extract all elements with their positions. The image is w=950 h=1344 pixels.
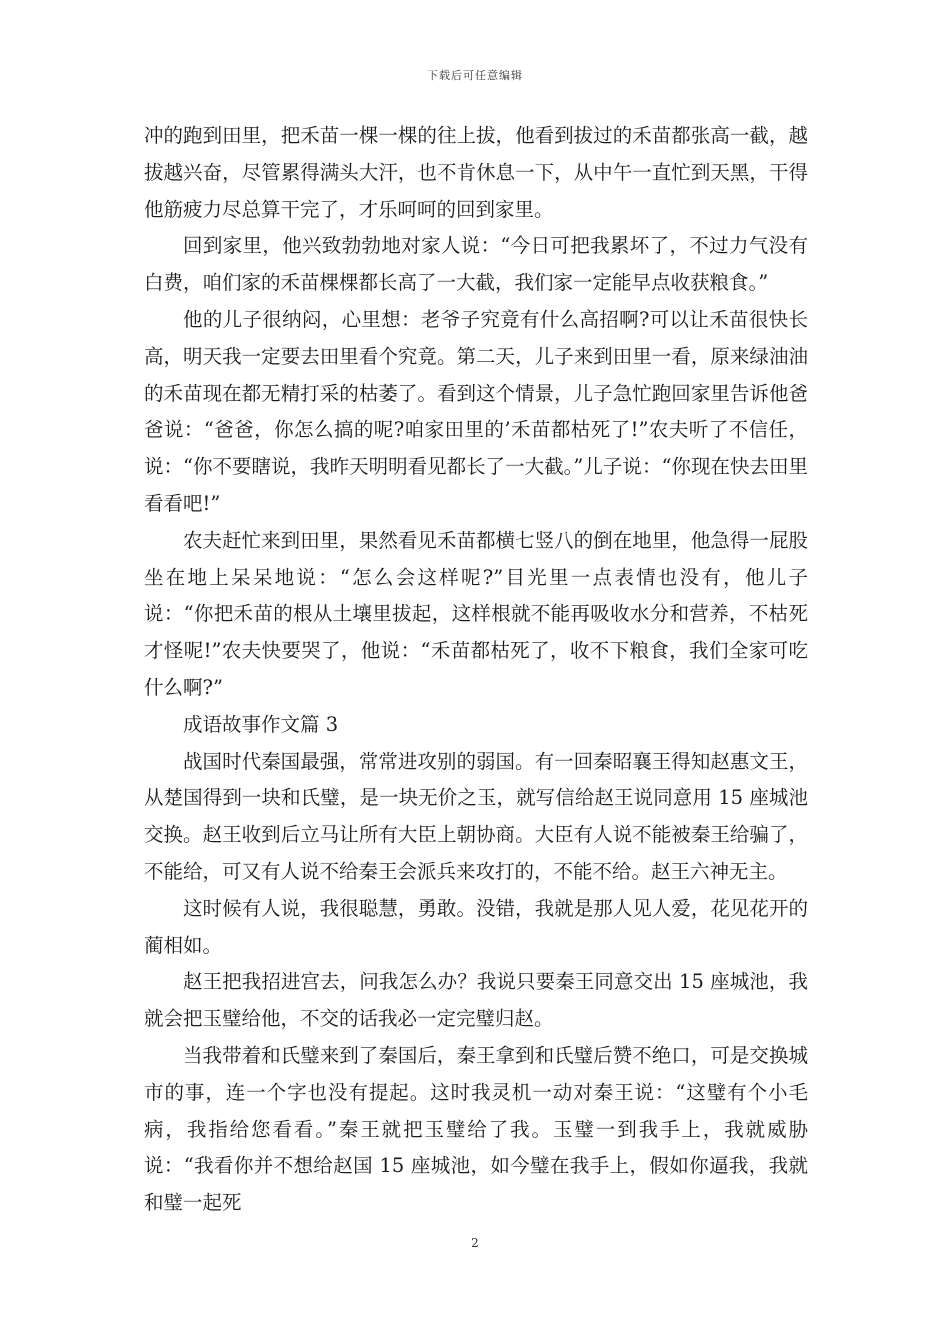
paragraph-8: 赵王把我招进宫去，问我怎么办？我说只要秦王同意交出 15 座城池，我就会把玉璧给他，不交的话我必一定完璧归赵。: [144, 970, 808, 1031]
paragraph-7: 这时候有人说，我很聪慧，勇敢。没错，我就是那人见人爱，花见花开的蔺相如。: [144, 896, 808, 957]
section-heading: 成语故事作文篇 3: [183, 712, 339, 736]
paragraph-1: 冲的跑到田里，把禾苗一棵一棵的往上拔，他看到拔过的禾苗都张高一截，越拔越兴奋，尽管累得满头大汗，也不肯休息一下，从中午一直忙到天黑，干得他筋疲力尽总算干完了，才乐呵呵的回到家里。: [144, 124, 808, 221]
page-number: 2: [471, 1236, 479, 1250]
paragraph-2: 回到家里，他兴致勃勃地对家人说：“今日可把我累坏了，不过力气没有白费，咱们家的禾苗棵棵都长高了一大截，我们家一定能早点收获粮食。”: [144, 234, 808, 295]
paragraph-3: 他的儿子很纳闷，心里想：老爷子究竟有什么高招啊?可以让禾苗很快长高，明天我一定要去田里看个究竟。第二天，儿子来到田里一看，原来绿油油的禾苗现在都无精打采的枯萎了。看到这个情景，儿子急忙跑回家里告诉他爸爸说：“爸爸，你怎么搞的呢?咱家田里的’禾苗都枯死了!”农夫听了不信任，说：“你不要瞎说，我昨天明明看见都长了一大截。”儿子说：“你现在快去田里看看吧!”: [144, 307, 808, 515]
paragraph-4: 农夫赶忙来到田里，果然看见禾苗都横七竖八的倒在地里，他急得一屁股坐在地上呆呆地说：“怎么会这样呢?”目光里一点表情也没有，他儿子说：“你把禾苗的根从土壤里拔起，这样根就不能再吸收水分和营养，不枯死才怪呢!”农夫快要哭了，他说：“禾苗都枯死了，收不下粮食，我们全家可吃什么啊?”: [144, 528, 808, 699]
paragraph-6: 战国时代秦国最强，常常进攻别的弱国。有一回秦昭襄王得知赵惠文王，从楚国得到一块和氏璧，是一块无价之玉，就写信给赵王说同意用 15 座城池交换。赵王收到后立马让所有大臣上朝协商。大臣有人说不能被秦王给骗了，不能给，可又有人说不给秦王会派兵来攻打的，不能不给。赵王六神无主。: [144, 749, 808, 883]
document-body: [144, 118, 808, 1222]
page-header: 下载后可任意编辑: [427, 69, 523, 82]
paragraph-9: 当我带着和氏璧来到了秦国后，秦王拿到和氏璧后赞不绝口，可是交换城市的事，连一个字也没有提起。这时我灵机一动对秦王说：“这璧有个小毛病，我指给您看看。”秦王就把玉璧给了我。玉璧一到我手上，我就威胁说：“我看你并不想给赵国 15 座城池，如今璧在我手上，假如你逼我，我就和璧一起死: [144, 1043, 808, 1215]
